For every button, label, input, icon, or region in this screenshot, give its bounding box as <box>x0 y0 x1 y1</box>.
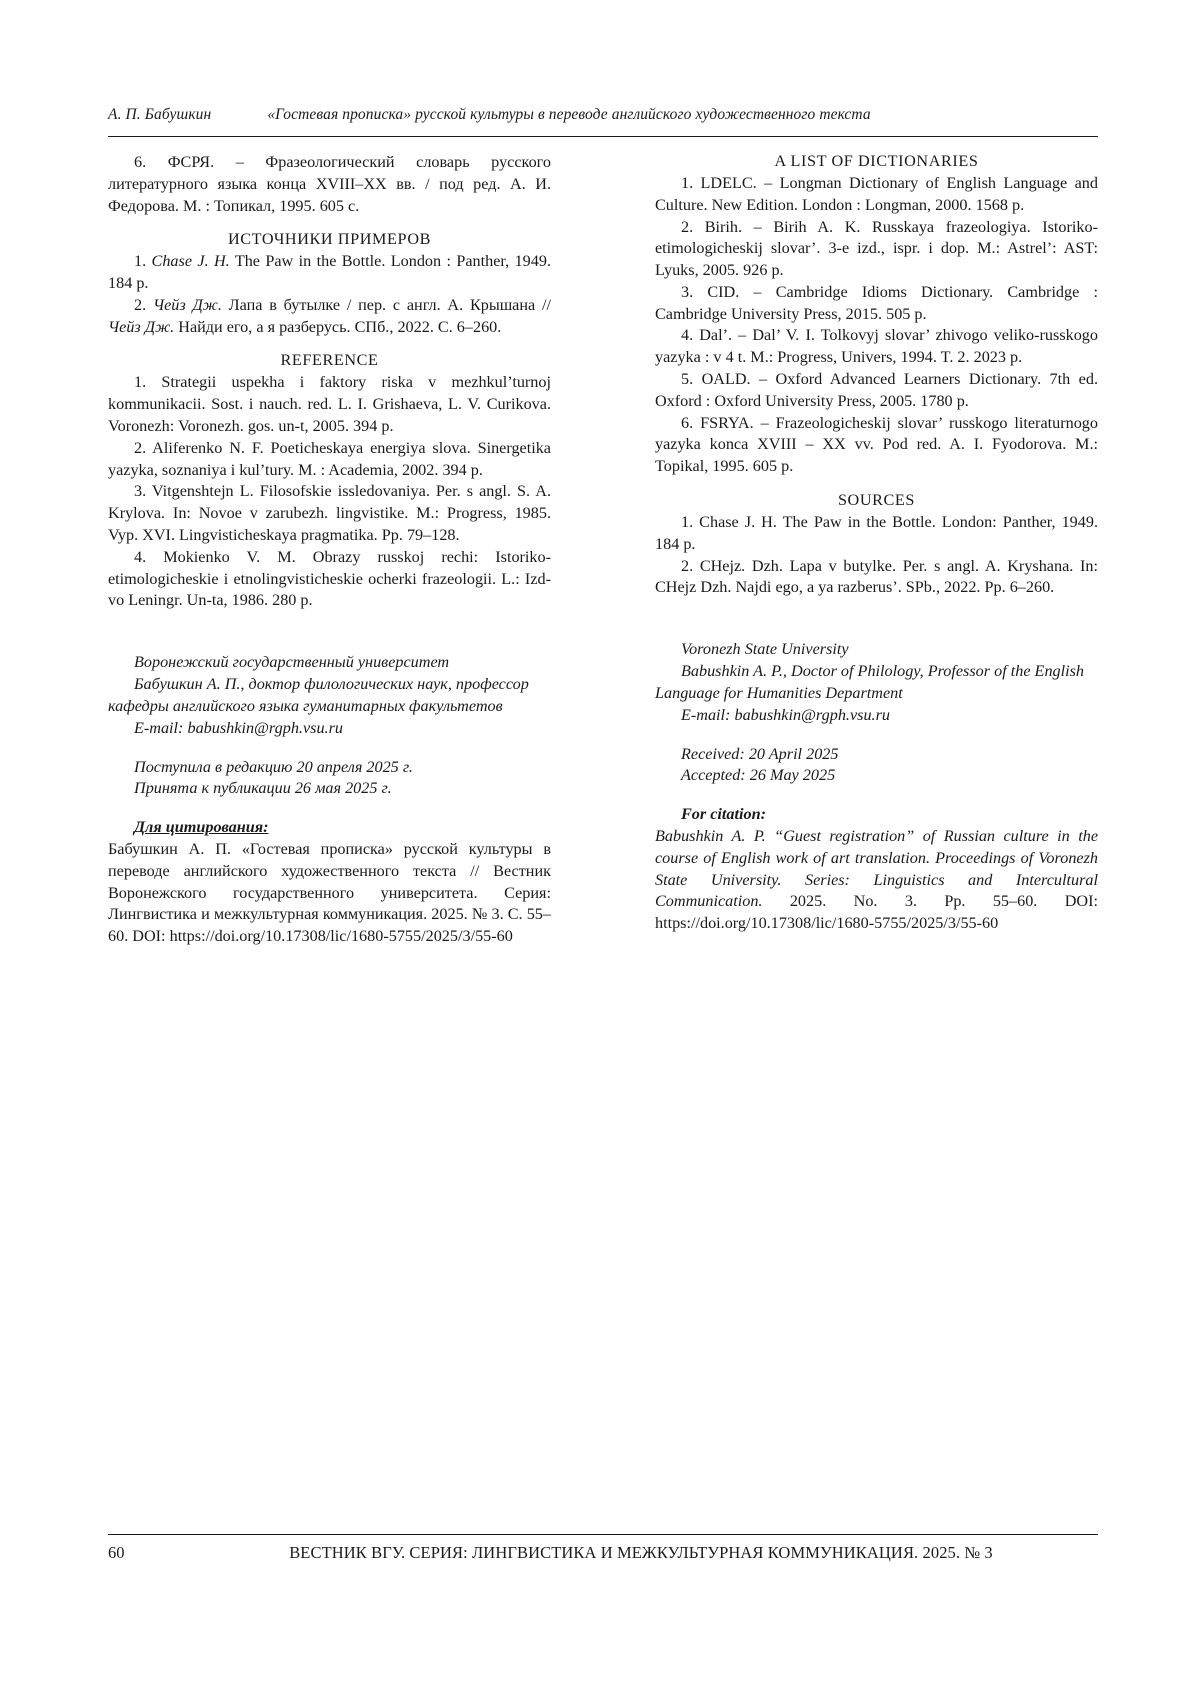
reference-item: 3. Vitgenshtejn L. Filosofskie issledovaniya. Per. s angl. S. A. Krylova. In: Novoe v zarubezh. lingvistike. M.: Progress, 1985. Vyp. XVI. Lingvisticheskaya pragmatika. Pp. 79–128. <box>108 482 551 544</box>
sources-heading-en: SOURCES <box>837 490 916 509</box>
affiliation-email: E-mail: babushkin@rgph.vsu.ru <box>134 718 343 737</box>
affiliation-author-en: Babushkin A. P., Doctor of Philology, Professor of the English Language for Humanities Department <box>655 661 1085 702</box>
affiliation-author: Бабушкин А. П., доктор филологических наук, профессор кафедры английского языка гуманитарных факультетов <box>108 674 529 715</box>
source-item <box>108 251 551 295</box>
dictionary-item: 1. LDELC. – Longman Dictionary of English Language and Culture. New Edition. London : Longman, 2000. 1568 p. <box>655 174 1098 214</box>
header-divider <box>108 136 1098 137</box>
citation-heading-en <box>655 804 1098 826</box>
date-received-en: Received: 20 April 2025 <box>681 744 839 763</box>
spacer <box>655 599 1098 639</box>
date-accepted-en: Accepted: 26 May 2025 <box>681 766 836 785</box>
running-head-title: «Гостевая прописка» русской культуры в переводе английского художественного текста <box>267 106 871 123</box>
source-number: 1. <box>134 252 152 271</box>
dictionary-item: 2. Birih. – Birih A. K. Russkaya frazeologiya. Istoriko-etimologicheskij slovar’. 3-e izd., ispr. i dop. M.: Astrel’: AST: Lyuks, 2005. 926 p. <box>655 217 1098 280</box>
dictionary-item: 4. Dal’. – Dal’ V. I. Tolkovyj slovar’ zhivogo veliko-russkogo yazyka : v 4 t. M.: Progress, Univers, 1994. T. 2. 2023 p. <box>655 326 1098 367</box>
spacer <box>108 612 551 652</box>
reference-item: 1. Strategii uspekha i faktory riska v mezhkul’turnoj kommunikacii. Sost. i nauch. red. L. I. Grishaeva, L. V. Curikova. Voronezh: Voronezh. gos. un-t, 2005. 394 p. <box>108 373 551 436</box>
source-text: The Paw in the Bottle. London : Panther, 1949. 184 p. <box>108 252 552 293</box>
author-affiliation-en <box>655 639 1098 726</box>
reference-item-6: 6. ФСРЯ. – Фразеологический словарь русского литературного языка конца XVIII–XX вв. / под ред. А. И. Федорова. М. : Топикал, 1995. 605 с. <box>108 153 551 215</box>
source-item-en: 2. CHejz. Dzh. Lapa v butylke. Per. s angl. A. Kryshana. In: CHejz Dzh. Najdi ego, a ya razberus’. SPb., 2022. Pp. 6–260. <box>655 556 1098 597</box>
citation-part-3: 2025. No. 3. Pp. 55–60. DOI: https://doi.org/10.17308/lic/1680-5755/2025/3/55-60 <box>655 892 1098 933</box>
source-number: 2. <box>134 295 153 314</box>
footer-divider <box>108 1534 1098 1535</box>
dictionary-item: 5. OALD. – Oxford Advanced Learners Dictionary. 7th ed. Oxford : Oxford University Press, 2005. 1780 p. <box>655 370 1098 410</box>
citation-text-en <box>655 826 1098 935</box>
submission-dates-en <box>655 744 1098 788</box>
source-author: Чейз Дж. <box>152 295 222 314</box>
source-author: Chase J. H. <box>151 252 230 271</box>
source-author-2: Чейз Дж. <box>108 317 175 336</box>
spacer <box>655 727 1098 744</box>
page-footer <box>108 1543 1098 1563</box>
date-accepted: Принята к публикации 26 мая 2025 г. <box>134 779 392 798</box>
reference-heading: REFERENCE <box>280 351 379 370</box>
citation-block-en <box>655 804 1098 935</box>
right-column <box>655 152 1098 935</box>
sources-heading-ru: ИСТОЧНИКИ ПРИМЕРОВ <box>227 230 432 249</box>
source-text: Лапа в бутылке / пер. с англ. А. Крышана // <box>221 295 551 314</box>
reference-item: 2. Aliferenko N. F. Poeticheskaya energiya slova. Sinergetika yazyka, soznaniya i kul’tury. M. : Academia, 2002. 394 p. <box>108 438 551 479</box>
dictionary-item: 6. FSRYA. – Frazeologicheskij slovar’ russkogo literaturnogo yazyka konca XVIII – XX vv. Pod red. A. I. Fyodorova. M.: Topikal, 1995. 605 p. <box>655 413 1098 476</box>
source-item-en: 1. Chase J. H. The Paw in the Bottle. London: Panther, 1949. 184 p. <box>655 512 1098 553</box>
spacer <box>655 787 1098 804</box>
affiliation-organisation: Воронежский государственный университет <box>134 653 450 672</box>
page-number: 60 <box>108 1543 125 1562</box>
journal-footer-title: ВЕСТНИК ВГУ. СЕРИЯ: ЛИНГВИСТИКА И МЕЖКУЛЬТУРНАЯ КОММУНИКАЦИЯ. 2025. № 3 <box>289 1543 993 1562</box>
source-item <box>108 295 551 339</box>
affiliation-email-en: E-mail: babushkin@rgph.vsu.ru <box>681 705 890 724</box>
spacer <box>108 800 551 817</box>
citation-part-journal: Proceedings of Voronezh State University. Series: Linguistics and Intercultural Communication. <box>655 848 1098 911</box>
reference-item: 4. Mokienko V. M. Obrazy russkoj rechi: Istoriko-etimologicheskie i etnolingvisticheskie ocherki frazeologii. L.: Izd-vo Leningr. Un-ta, 1986. 280 p. <box>108 547 551 610</box>
spacer <box>108 740 551 757</box>
citation-block-ru <box>108 817 551 948</box>
affiliation-organisation-en: Voronezh State University <box>681 640 849 659</box>
citation-heading-text: Для цитирования: <box>134 818 269 837</box>
citation-heading-text-en: For citation: <box>681 805 766 824</box>
citation-heading-ru <box>108 817 551 839</box>
source-text-2: Найди его, а я разберусь. СПб., 2022. С. 6–260. <box>174 317 502 336</box>
dictionaries-heading: A LIST OF DICTIONARIES <box>774 152 979 170</box>
citation-text-ru: Бабушкин А. П. «Гостевая прописка» русской культуры в переводе английского художественного текста // Вестник Воронежского государственного университета. Серия: Лингвистика и межкультурная коммуникация. 2025. № 3. С. 55–60. DOI: https://doi.org/10.17308/lic/1680-5755/2025/3/55-60 <box>108 840 551 946</box>
date-received: Поступила в редакцию 20 апреля 2025 г. <box>134 757 413 776</box>
submission-dates-ru <box>108 757 551 801</box>
left-column <box>108 152 551 948</box>
citation-part-1: Babushkin A. P. “Guest registration” of Russian culture in the course of English work of art translation. <box>655 827 1098 867</box>
running-head-author: А. П. Бабушкин <box>108 106 212 123</box>
author-affiliation-ru <box>108 652 551 739</box>
dictionary-item: 3. CID. – Cambridge Idioms Dictionary. Cambridge : Cambridge University Press, 2015. 505 p. <box>655 282 1098 323</box>
running-head <box>108 106 1098 124</box>
